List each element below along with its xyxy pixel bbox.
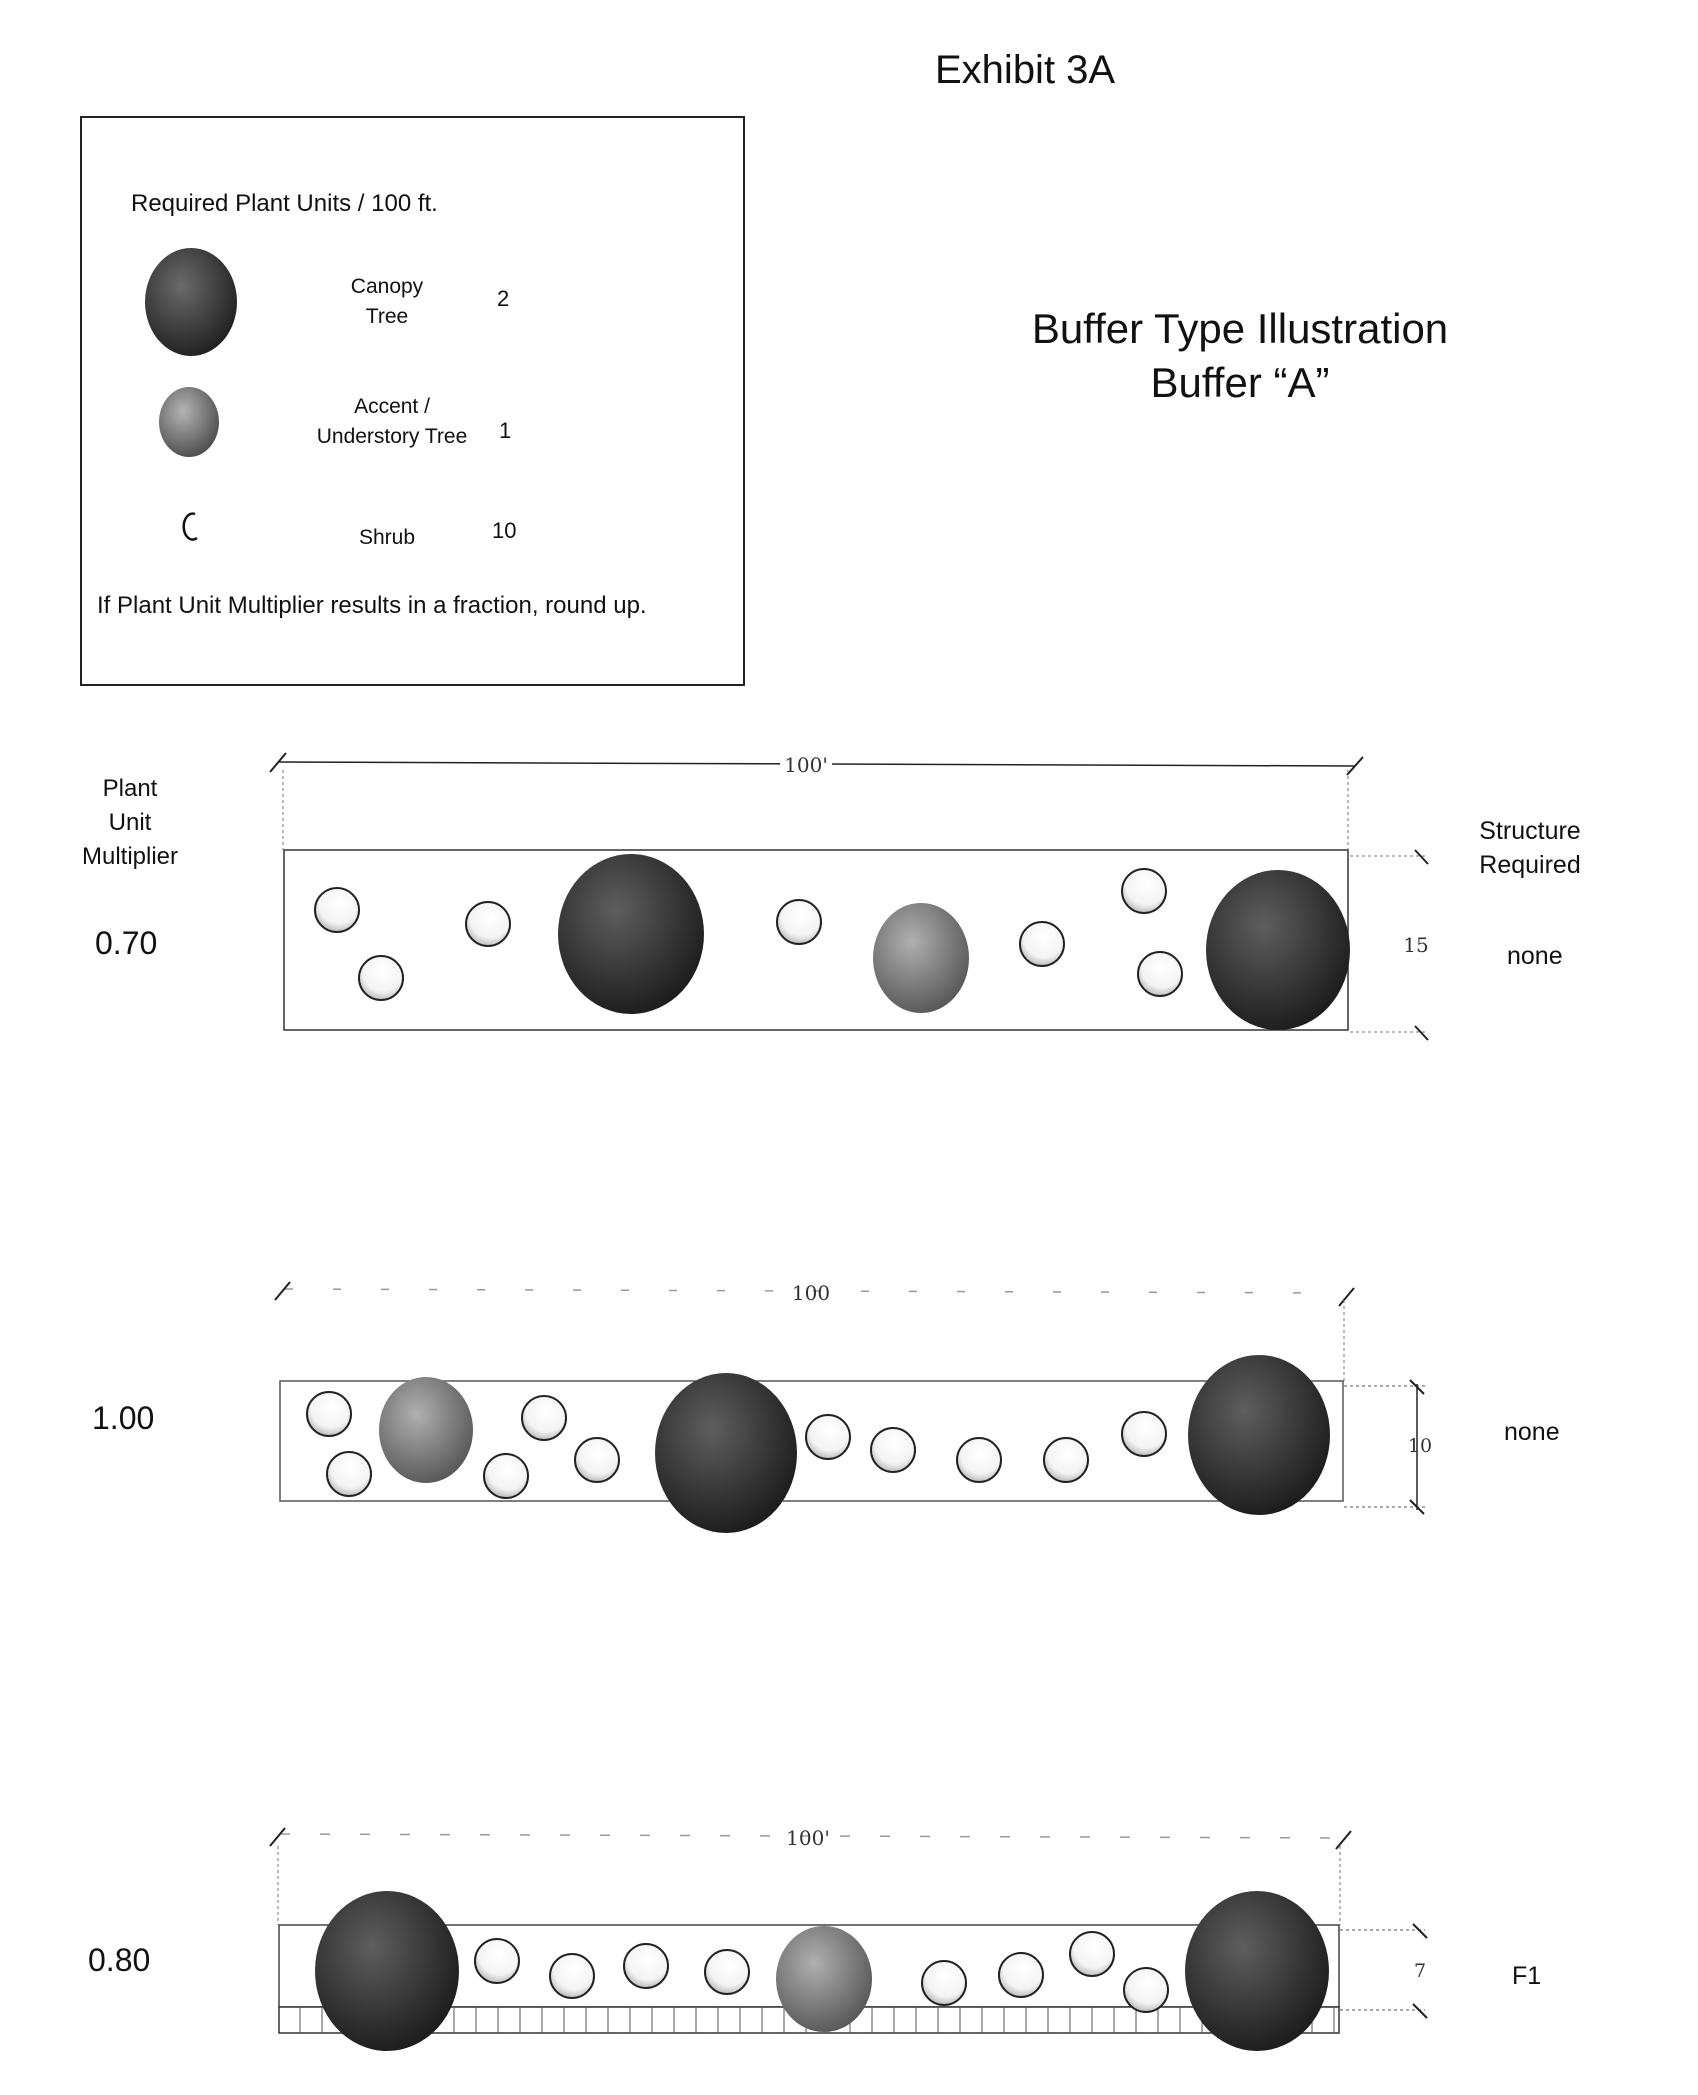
shrub: [1020, 922, 1064, 966]
row1-structure: none: [1507, 942, 1563, 970]
shrub: [957, 1438, 1001, 1482]
structure-header: Structure Required: [1479, 817, 1581, 879]
row2-multiplier: 1.00: [92, 1400, 155, 1436]
buffer-row-1: [270, 752, 1429, 1040]
canopy-tree: [1206, 870, 1350, 1030]
shrub: [466, 902, 510, 946]
shrub: [1070, 1932, 1114, 1976]
shrub: [705, 1950, 749, 1994]
shrub: [922, 1961, 966, 2005]
shrub: [1122, 1412, 1166, 1456]
row2-width-label: 10: [1407, 1435, 1433, 1457]
shrub: [522, 1396, 566, 1440]
shrub: [777, 900, 821, 944]
shrub: [624, 1944, 668, 1988]
shrub: [871, 1428, 915, 1472]
row1-multiplier: 0.70: [95, 925, 158, 961]
buffer-title: Buffer Type Illustration Buffer “A”: [1031, 305, 1449, 406]
shrub: [1138, 952, 1182, 996]
shrub: [550, 1954, 594, 1998]
accent-tree: [379, 1377, 473, 1483]
shrub: [1122, 869, 1166, 913]
canopy-tree: [558, 854, 704, 1014]
row2-length-label: 100: [791, 1281, 831, 1305]
canopy-tree: [1185, 1891, 1329, 2051]
legend-canopy-label: Canopy Tree: [350, 275, 424, 328]
shrub: [307, 1392, 351, 1436]
accent-tree: [873, 903, 969, 1013]
legend-note: If Plant Unit Multiplier results in a fraction, round up.: [97, 592, 647, 619]
row3-length-label: 100': [786, 1826, 830, 1850]
shrub: [484, 1454, 528, 1498]
shrub: [806, 1415, 850, 1459]
row3-structure: F1: [1512, 1962, 1542, 1990]
row3-multiplier: 0.80: [88, 1942, 151, 1978]
row1-plants: [315, 854, 1350, 1030]
shrub: [999, 1953, 1043, 1997]
shrub: [315, 888, 359, 932]
legend-accent-units: 1: [499, 418, 512, 443]
buffer-row-2: [275, 1281, 1432, 1533]
canopy-tree: [315, 1891, 459, 2051]
shrub: [1044, 1438, 1088, 1482]
shrub: [359, 956, 403, 1000]
canopy-tree: [655, 1373, 797, 1533]
row1-buffer-strip: [284, 850, 1348, 1030]
legend-accent-label: Accent / Understory Tree: [316, 395, 468, 448]
row1-width-label: 15: [1403, 933, 1429, 957]
accent-tree: [776, 1926, 872, 2032]
legend-shrub-label: Shrub: [358, 526, 416, 549]
legend-canopy-units: 2: [497, 286, 510, 311]
row2-structure: none: [1504, 1418, 1560, 1446]
row3-width-label: 7: [1413, 1960, 1427, 1982]
row1-length-label: 100': [784, 753, 828, 777]
exhibit-title: Exhibit 3A: [935, 48, 1116, 92]
legend-heading: Required Plant Units / 100 ft.: [131, 190, 438, 217]
shrub: [475, 1939, 519, 1983]
multiplier-header: Plant Unit Multiplier: [81, 775, 179, 870]
shrub: [327, 1452, 371, 1496]
shrub: [1124, 1968, 1168, 2012]
legend-shrub-units: 10: [492, 518, 517, 543]
buffer-row-3: [270, 1826, 1427, 2051]
canopy-tree: [1188, 1355, 1330, 1515]
shrub: [575, 1438, 619, 1482]
